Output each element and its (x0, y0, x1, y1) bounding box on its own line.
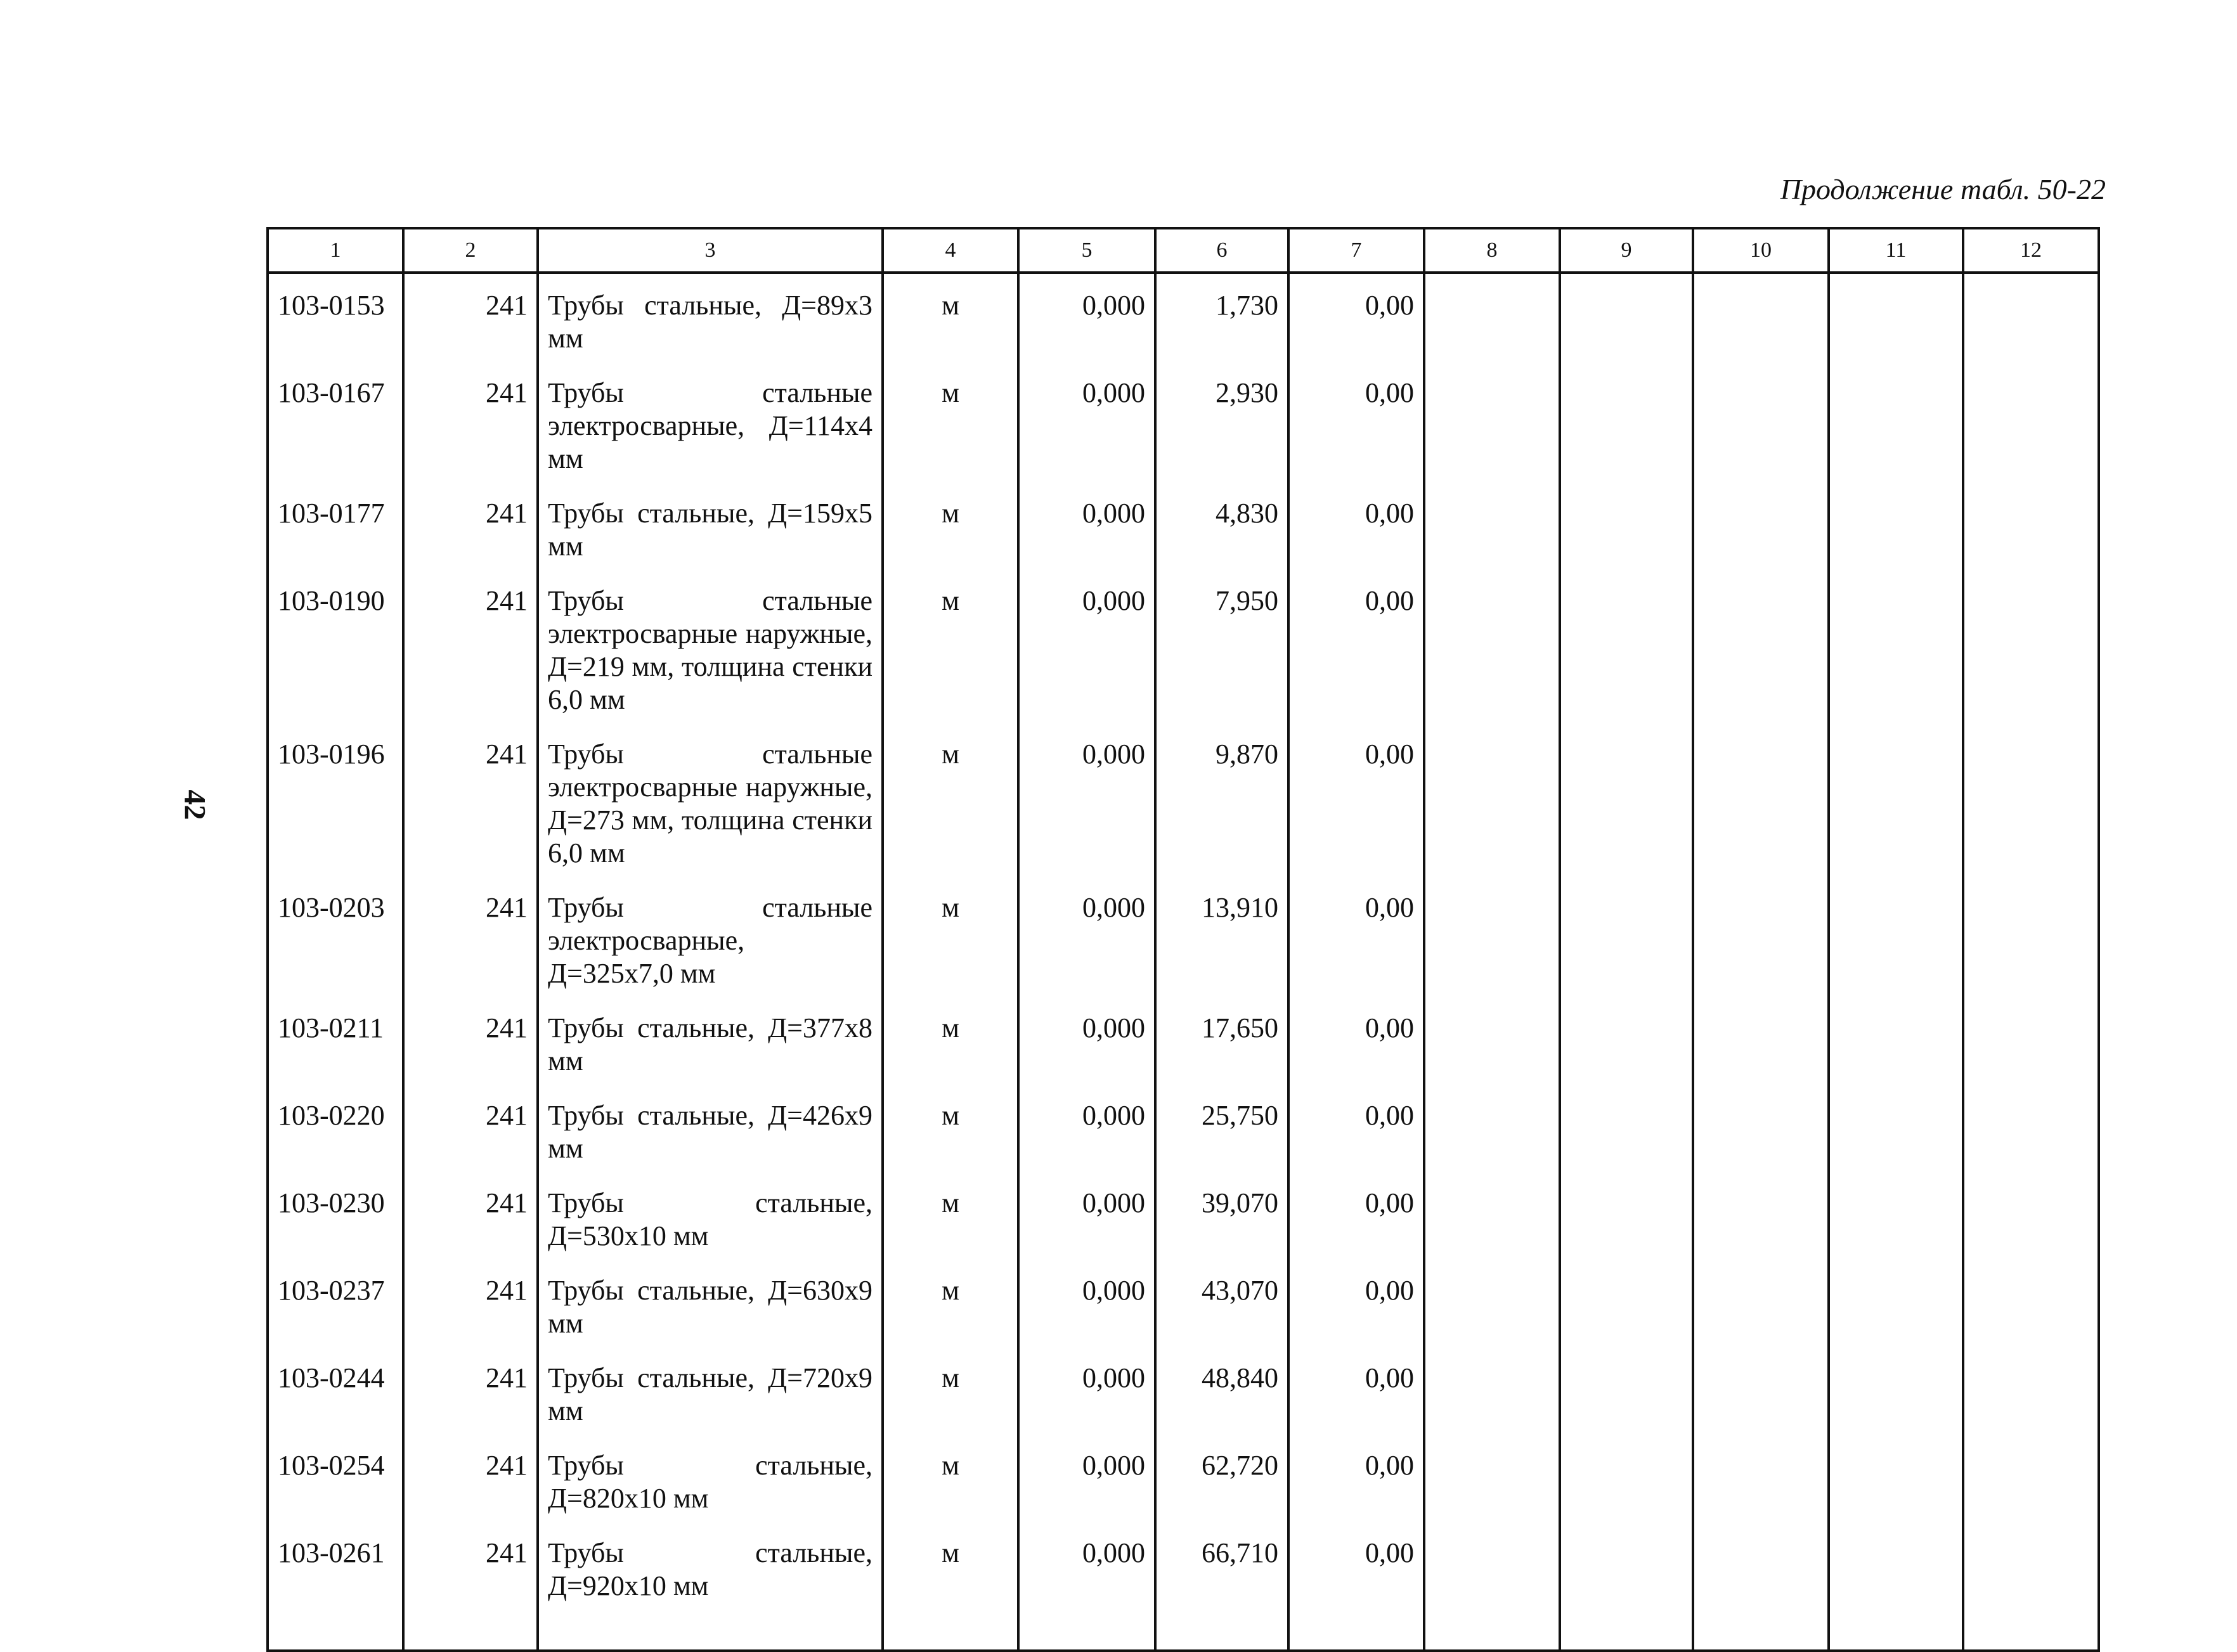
empty-cell (1829, 1265, 1963, 1353)
value-col-6: 39,070 (1155, 1178, 1288, 1265)
column-header: 10 (1693, 228, 1829, 273)
empty-cell (1424, 1003, 1560, 1090)
empty-cell (1963, 882, 2099, 1003)
unit-of-measure: м (883, 576, 1018, 729)
value-col-5: 0,000 (1018, 488, 1155, 576)
empty-cell (1963, 576, 2099, 729)
item-name: Трубы стальные электросварные, Д=325х7,0 мм (538, 882, 883, 1003)
value-col-5: 0,000 (1018, 1353, 1155, 1440)
empty-cell (1963, 1265, 2099, 1353)
unit-of-measure: м (883, 729, 1018, 882)
empty-cell (1560, 729, 1693, 882)
value-col-5: 0,000 (1018, 273, 1155, 368)
section-number: 241 (403, 1528, 538, 1651)
column-header: 7 (1288, 228, 1424, 273)
empty-cell (1560, 488, 1693, 576)
item-name: Трубы стальные, Д=159х5 мм (538, 488, 883, 576)
column-header: 12 (1963, 228, 2099, 273)
table-row (268, 273, 2099, 368)
empty-cell (1424, 576, 1560, 729)
item-code: 103-0220 (268, 1090, 403, 1178)
item-code: 103-0254 (268, 1440, 403, 1528)
empty-cell (1424, 1178, 1560, 1265)
item-name: Трубы стальные, Д=426х9 мм (538, 1090, 883, 1178)
section-number: 241 (403, 1003, 538, 1090)
table-row (268, 1528, 2099, 1651)
value-col-6: 7,950 (1155, 576, 1288, 729)
empty-cell (1560, 882, 1693, 1003)
section-number: 241 (403, 1353, 538, 1440)
empty-cell (1424, 488, 1560, 576)
empty-cell (1963, 1353, 2099, 1440)
empty-cell (1560, 1003, 1693, 1090)
empty-cell (1829, 1440, 1963, 1528)
unit-of-measure: м (883, 1178, 1018, 1265)
empty-cell (1829, 1178, 1963, 1265)
empty-cell (1424, 368, 1560, 488)
unit-of-measure: м (883, 488, 1018, 576)
empty-cell (1693, 1090, 1829, 1178)
empty-cell (1963, 273, 2099, 368)
empty-cell (1693, 1265, 1829, 1353)
empty-cell (1829, 368, 1963, 488)
value-col-7: 0,00 (1288, 273, 1424, 368)
value-col-5: 0,000 (1018, 1265, 1155, 1353)
column-header: 1 (268, 228, 403, 273)
column-number-row (268, 228, 2099, 273)
unit-of-measure: м (883, 368, 1018, 488)
item-code: 103-0167 (268, 368, 403, 488)
item-name: Трубы стальные, Д=89х3 мм (538, 273, 883, 368)
empty-cell (1693, 368, 1829, 488)
section-number: 241 (403, 576, 538, 729)
empty-cell (1829, 1003, 1963, 1090)
item-code: 103-0153 (268, 273, 403, 368)
value-col-6: 25,750 (1155, 1090, 1288, 1178)
value-col-7: 0,00 (1288, 1353, 1424, 1440)
item-name: Трубы стальные электросварные, Д=114х4 мм (538, 368, 883, 488)
value-col-6: 2,930 (1155, 368, 1288, 488)
item-code: 103-0244 (268, 1353, 403, 1440)
empty-cell (1560, 1178, 1693, 1265)
table-row (268, 729, 2099, 882)
item-name: Трубы стальные, Д=377х8 мм (538, 1003, 883, 1090)
empty-cell (1963, 488, 2099, 576)
value-col-7: 0,00 (1288, 1440, 1424, 1528)
empty-cell (1560, 273, 1693, 368)
empty-cell (1829, 1528, 1963, 1651)
empty-cell (1560, 576, 1693, 729)
empty-cell (1693, 1528, 1829, 1651)
empty-cell (1693, 576, 1829, 729)
empty-cell (1424, 1265, 1560, 1353)
unit-of-measure: м (883, 1265, 1018, 1353)
empty-cell (1560, 368, 1693, 488)
value-col-7: 0,00 (1288, 1178, 1424, 1265)
item-name: Трубы стальные электросварные наружные, Д=273 мм, толщина стенки 6,0 мм (538, 729, 883, 882)
empty-cell (1963, 1528, 2099, 1651)
value-col-6: 13,910 (1155, 882, 1288, 1003)
unit-of-measure: м (883, 1440, 1018, 1528)
section-number: 241 (403, 273, 538, 368)
empty-cell (1963, 1440, 2099, 1528)
table-row (268, 368, 2099, 488)
empty-cell (1829, 882, 1963, 1003)
value-col-7: 0,00 (1288, 1528, 1424, 1651)
item-name: Трубы стальные, Д=530х10 мм (538, 1178, 883, 1265)
value-col-6: 43,070 (1155, 1265, 1288, 1353)
section-number: 241 (403, 488, 538, 576)
value-col-6: 48,840 (1155, 1353, 1288, 1440)
empty-cell (1560, 1528, 1693, 1651)
column-header: 11 (1829, 228, 1963, 273)
section-number: 241 (403, 1440, 538, 1528)
item-name: Трубы стальные электросварные наружные, Д=219 мм, толщина стенки 6,0 мм (538, 576, 883, 729)
empty-cell (1424, 1353, 1560, 1440)
value-col-7: 0,00 (1288, 1265, 1424, 1353)
table-caption: Продолжение табл. 50-22 (1780, 173, 2106, 205)
section-number: 241 (403, 1265, 538, 1353)
column-header: 6 (1155, 228, 1288, 273)
item-code: 103-0211 (268, 1003, 403, 1090)
table-row (268, 1440, 2099, 1528)
column-header: 4 (883, 228, 1018, 273)
unit-of-measure: м (883, 1003, 1018, 1090)
value-col-5: 0,000 (1018, 1178, 1155, 1265)
empty-cell (1693, 1178, 1829, 1265)
value-col-5: 0,000 (1018, 576, 1155, 729)
value-col-7: 0,00 (1288, 1090, 1424, 1178)
value-col-5: 0,000 (1018, 368, 1155, 488)
table-row (268, 488, 2099, 576)
empty-cell (1693, 1440, 1829, 1528)
table-body (268, 273, 2099, 1651)
item-code: 103-0196 (268, 729, 403, 882)
empty-cell (1829, 729, 1963, 882)
value-col-5: 0,000 (1018, 1003, 1155, 1090)
value-col-7: 0,00 (1288, 488, 1424, 576)
section-number: 241 (403, 1090, 538, 1178)
value-col-7: 0,00 (1288, 1003, 1424, 1090)
value-col-6: 66,710 (1155, 1528, 1288, 1651)
value-col-7: 0,00 (1288, 576, 1424, 729)
item-name: Трубы стальные, Д=630х9 мм (538, 1265, 883, 1353)
item-code: 103-0230 (268, 1178, 403, 1265)
value-col-6: 4,830 (1155, 488, 1288, 576)
value-col-7: 0,00 (1288, 368, 1424, 488)
table-row (268, 576, 2099, 729)
empty-cell (1424, 882, 1560, 1003)
empty-cell (1693, 882, 1829, 1003)
page-number: 42 (178, 789, 212, 820)
empty-cell (1693, 729, 1829, 882)
empty-cell (1963, 729, 2099, 882)
empty-cell (1829, 488, 1963, 576)
table-row (268, 1178, 2099, 1265)
unit-of-measure: м (883, 1353, 1018, 1440)
empty-cell (1963, 1090, 2099, 1178)
table-row (268, 1090, 2099, 1178)
column-header: 2 (403, 228, 538, 273)
empty-cell (1963, 368, 2099, 488)
table-row (268, 1265, 2099, 1353)
value-col-6: 9,870 (1155, 729, 1288, 882)
item-name: Трубы стальные, Д=720х9 мм (538, 1353, 883, 1440)
value-col-5: 0,000 (1018, 882, 1155, 1003)
empty-cell (1963, 1178, 2099, 1265)
empty-cell (1424, 1528, 1560, 1651)
table-row (268, 1003, 2099, 1090)
empty-cell (1560, 1353, 1693, 1440)
unit-of-measure: м (883, 882, 1018, 1003)
empty-cell (1424, 1090, 1560, 1178)
unit-of-measure: м (883, 1528, 1018, 1651)
column-header: 9 (1560, 228, 1693, 273)
value-col-5: 0,000 (1018, 1090, 1155, 1178)
empty-cell (1693, 1003, 1829, 1090)
section-number: 241 (403, 368, 538, 488)
column-header: 3 (538, 228, 883, 273)
value-col-5: 0,000 (1018, 1528, 1155, 1651)
empty-cell (1829, 1090, 1963, 1178)
section-number: 241 (403, 1178, 538, 1265)
value-col-6: 1,730 (1155, 273, 1288, 368)
item-code: 103-0177 (268, 488, 403, 576)
table-row (268, 1353, 2099, 1440)
price-table (266, 227, 2100, 1652)
empty-cell (1560, 1440, 1693, 1528)
empty-cell (1560, 1090, 1693, 1178)
empty-cell (1693, 273, 1829, 368)
value-col-7: 0,00 (1288, 729, 1424, 882)
empty-cell (1560, 1265, 1693, 1353)
item-code: 103-0203 (268, 882, 403, 1003)
empty-cell (1693, 488, 1829, 576)
unit-of-measure: м (883, 273, 1018, 368)
section-number: 241 (403, 729, 538, 882)
value-col-6: 17,650 (1155, 1003, 1288, 1090)
table-row (268, 882, 2099, 1003)
item-name: Трубы стальные, Д=920х10 мм (538, 1528, 883, 1651)
empty-cell (1693, 1353, 1829, 1440)
item-code: 103-0261 (268, 1528, 403, 1651)
item-code: 103-0190 (268, 576, 403, 729)
empty-cell (1829, 1353, 1963, 1440)
value-col-5: 0,000 (1018, 729, 1155, 882)
unit-of-measure: м (883, 1090, 1018, 1178)
empty-cell (1963, 1003, 2099, 1090)
value-col-7: 0,00 (1288, 882, 1424, 1003)
column-header: 8 (1424, 228, 1560, 273)
empty-cell (1424, 1440, 1560, 1528)
empty-cell (1829, 576, 1963, 729)
value-col-5: 0,000 (1018, 1440, 1155, 1528)
item-code: 103-0237 (268, 1265, 403, 1353)
column-header: 5 (1018, 228, 1155, 273)
section-number: 241 (403, 882, 538, 1003)
empty-cell (1424, 273, 1560, 368)
empty-cell (1829, 273, 1963, 368)
item-name: Трубы стальные, Д=820х10 мм (538, 1440, 883, 1528)
value-col-6: 62,720 (1155, 1440, 1288, 1528)
empty-cell (1424, 729, 1560, 882)
